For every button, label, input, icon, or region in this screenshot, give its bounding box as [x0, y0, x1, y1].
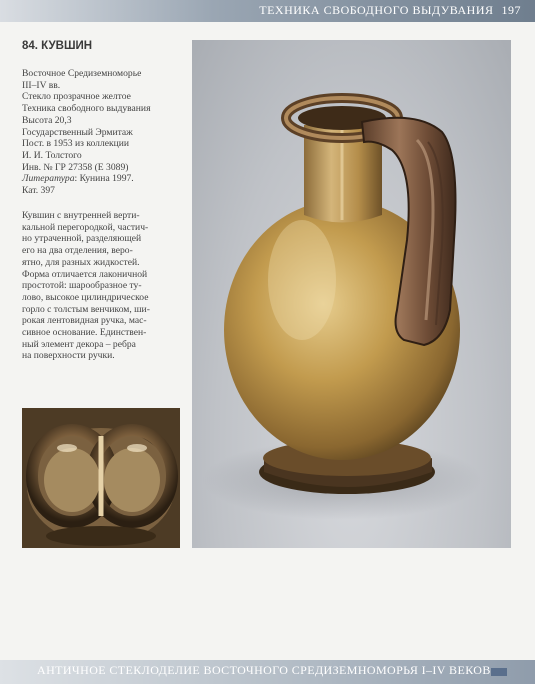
meta-literature — [22, 173, 182, 185]
meta-inventory: Инв. № ГР 27358 (Е 3089) — [22, 161, 129, 173]
description-line: сивное основание. Единствен- — [22, 327, 147, 339]
description-line: кальной перегородкой, частич- — [22, 221, 149, 233]
description-line: лово, высокое цилиндрическое — [22, 291, 149, 303]
meta-material: Стекло прозрачное желтое — [22, 91, 131, 103]
meta-height: Высота 20,3 — [22, 114, 72, 126]
meta-date: III–IV вв. — [22, 79, 61, 91]
running-header — [259, 3, 521, 18]
literature-label: Литература — [22, 173, 75, 185]
description-line: ный элемент декора – ребра — [22, 338, 136, 350]
description-line: простотой: шарообразное ту- — [22, 280, 142, 292]
entry-metadata — [22, 68, 182, 197]
jug-mouth-illustration — [22, 408, 180, 548]
description-line: на поверхности ручки. — [22, 350, 115, 362]
meta-provenance: Пост. в 1953 из коллекции — [22, 138, 130, 150]
meta-museum: Государственный Эрмитаж — [22, 126, 133, 138]
description-line: горло с толстым венчиком, ши- — [22, 303, 150, 315]
meta-region: Восточное Средиземноморье — [22, 68, 142, 79]
description-line: Форма отличается лаконичной — [22, 268, 148, 280]
literature-text: : Кунина 1997. — [74, 173, 134, 185]
entry-description — [22, 210, 182, 362]
entry-title: 84. КУВШИН — [22, 40, 93, 52]
main-photo — [192, 40, 511, 548]
footer-marker — [491, 668, 507, 676]
running-footer: АНТИЧНОЕ СТЕКЛОДЕЛИЕ ВОСТОЧНОГО СРЕДИЗЕМНОМОРЬЯ I–IV ВЕКОВ — [37, 663, 491, 677]
page-number: 197 — [501, 3, 521, 17]
meta-catalog: Кат. 397 — [22, 185, 55, 197]
description-line: Кувшин с внутренней верти- — [22, 210, 140, 221]
description-line: ятно, для разных жидкостей. — [22, 256, 140, 268]
glass-jug-illustration — [192, 40, 511, 548]
section-title: ТЕХНИКА СВОБОДНОГО ВЫДУВАНИЯ — [259, 3, 494, 17]
meta-collector: И. И. Толстого — [22, 149, 82, 161]
description-line: но утраченной, разделяющей — [22, 233, 142, 245]
detail-photo — [22, 408, 180, 548]
description-line: рокая лентовидная ручка, мас- — [22, 315, 147, 327]
description-line: его на два отделения, веро- — [22, 245, 133, 257]
meta-technique: Техника свободного выдувания — [22, 103, 151, 115]
